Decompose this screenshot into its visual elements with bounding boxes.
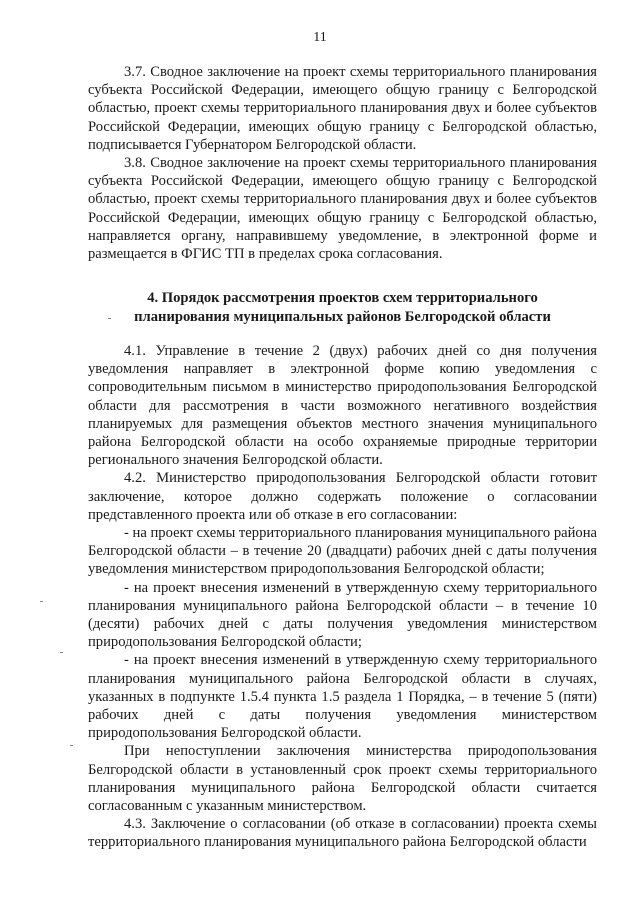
- section-4-heading: [88, 289, 597, 326]
- list-item-dash-3: - на проект внесения изменений в утвержденную схему территориального планирования муниципального района Белгородской области в случаях, указанных в подпункте 1.5.4 пункта 1.5 раздела 1 Порядка, – в течение 5 (пяти) рабочих дней с даты получения уведомления министерством природопользования Белгородской области.: [88, 652, 597, 742]
- section3-text: [88, 63, 597, 263]
- paragraph-non-receipt: При непоступлении заключения министерства природопользования Белгородской области в установленный срок проект схемы территориального планирования муниципального района Белгородской области считается согласованным с указанным министерством.: [88, 743, 597, 815]
- section-4-heading-line1: 4. Порядок рассмотрения проектов схем территориального: [147, 290, 538, 306]
- scan-speck: [108, 318, 111, 319]
- paragraph-3-7: 3.7. Сводное заключение на проект схемы территориального планирования субъекта Российской Федерации, имеющего общую границу с Белгородской областью, проект схемы территориального планирования двух и более субъектов Российской Федерации, имеющих общую границу с Белгородской областью, подписывается Губернатором Белгородской области.: [88, 64, 597, 153]
- paragraph-4-3: 4.3. Заключение о согласовании (об отказе в согласовании) проекта схемы территориального планирования муниципального района Белгородской области: [88, 816, 597, 851]
- list-item-dash-2: - на проект внесения изменений в утвержденную схему территориального планирования муниципального района Белгородской области – в течение 10 (десяти) рабочих дней с даты получения уведомления министерством природопользования Белгородской области;: [88, 579, 597, 651]
- paragraph-4-1: 4.1. Управление в течение 2 (двух) рабочих дней со дня получения уведомления направляет в электронной форме копию уведомления с сопроводительным письмом в министерство природопользования Белгородской области для рассмотрения в части возможного негативного воздействия планируемых для размещения объектов местного значения муниципального района Белгородской области на особо охраняемые природные территории регионального значения Белгородской области.: [88, 343, 597, 469]
- page-number: 11: [313, 30, 327, 45]
- list-item-dash-1: - на проект схемы территориального планирования муниципального района Белгородской области – в течение 20 (двадцати) рабочих дней с даты получения уведомления министерством природопользования Белгородской области;: [88, 525, 597, 578]
- section-4-heading-line2: планирования муниципальных районов Белгородской области: [134, 308, 551, 325]
- paragraph-4-2: 4.2. Министерство природопользования Белгородской области готовит заключение, которое должно содержать положение о согласовании представленного проекта или об отказе в его согласовании:: [88, 470, 597, 523]
- scan-speck: [70, 745, 73, 746]
- scan-speck: [60, 652, 63, 653]
- paragraph-3-8: 3.8. Сводное заключение на проект схемы территориального планирования субъекта Российской Федерации, имеющего общую границу с Белгородской областью, проект схемы территориального планирования двух и более субъектов Российской Федерации, имеющих общую границу с Белгородской областью, направляется органу, направившему уведомление, в электронной форме и размещается в ФГИС ТП в пределах срока согласования.: [88, 155, 597, 263]
- section4-text: [88, 342, 597, 852]
- scan-speck: [40, 601, 43, 602]
